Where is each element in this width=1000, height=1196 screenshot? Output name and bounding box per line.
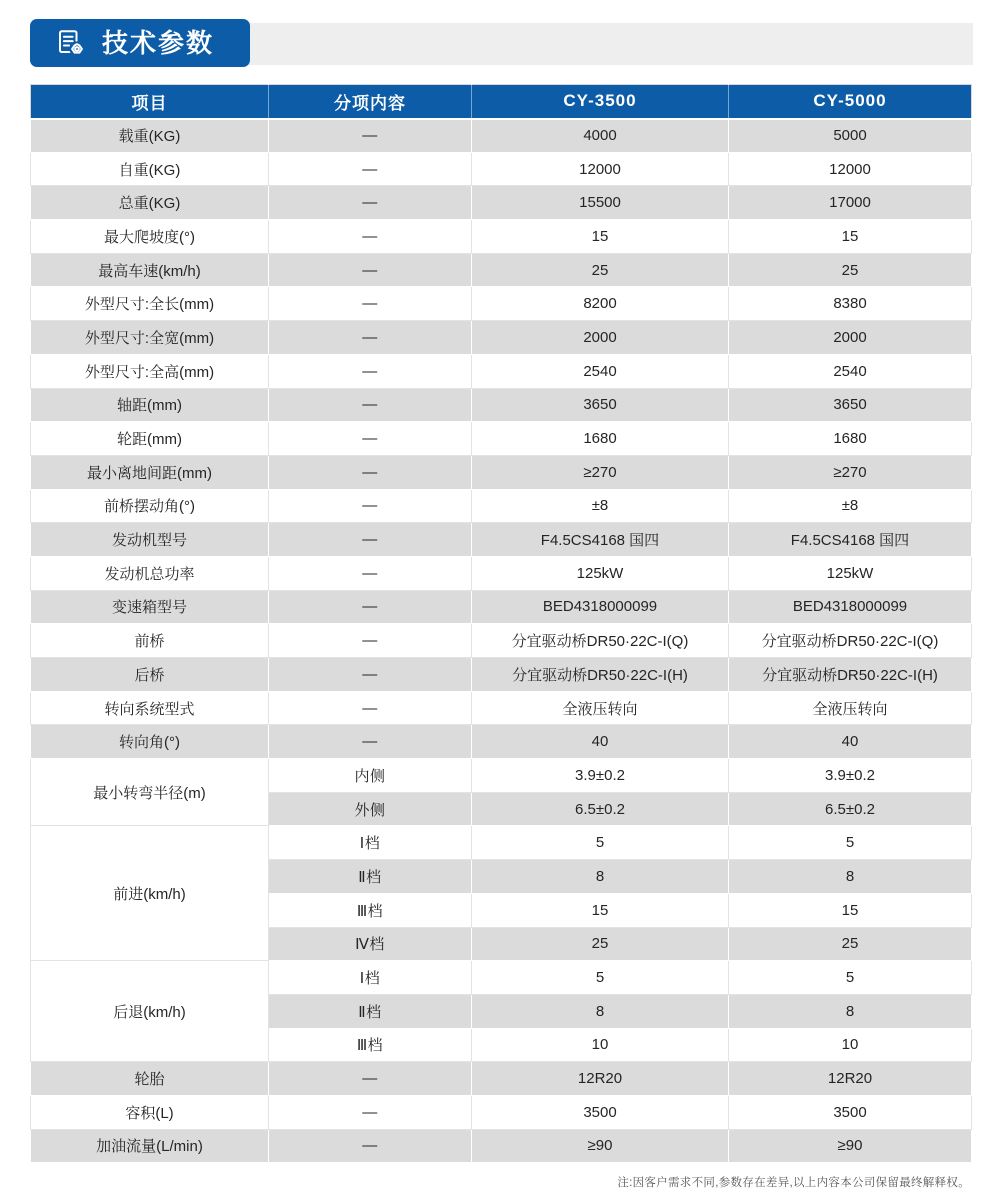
- cy5000-value-cell: 40: [729, 725, 972, 759]
- sub-item-cell: —: [269, 253, 472, 287]
- cy5000-value-cell: 5: [729, 826, 972, 860]
- cy3500-value-cell: 1680: [472, 422, 729, 456]
- table-row: [31, 961, 972, 995]
- sub-item-cell: Ⅲ档: [269, 893, 472, 927]
- param-name-cell: 最小离地间距(mm): [31, 455, 269, 489]
- sub-item-cell: —: [269, 725, 472, 759]
- cy3500-value-cell: 8: [472, 860, 729, 894]
- cy5000-value-cell: 15: [729, 220, 972, 254]
- cy3500-value-cell: 2000: [472, 321, 729, 355]
- table-row: [31, 455, 972, 489]
- sub-item-cell: 内侧: [269, 759, 472, 793]
- table-row: [31, 556, 972, 590]
- param-name-cell: 最小转弯半径(m): [31, 759, 269, 826]
- sub-item-cell: —: [269, 422, 472, 456]
- disclaimer-note: 注:因客户需求不同,参数存在差异,以上内容本公司保留最终解释权。: [617, 1177, 970, 1189]
- sub-item-cell: —: [269, 658, 472, 692]
- sub-item-cell: Ⅰ档: [269, 826, 472, 860]
- cy5000-value-cell: F4.5CS4168 国四: [729, 523, 972, 557]
- header-row: [31, 85, 972, 119]
- cy5000-value-cell: 3.9±0.2: [729, 759, 972, 793]
- cy5000-value-cell: 25: [729, 253, 972, 287]
- table-row: [31, 590, 972, 624]
- param-name-cell: 自重(KG): [31, 152, 269, 186]
- cy3500-value-cell: 4000: [472, 119, 729, 153]
- param-name-cell: 加油流量(L/min): [31, 1129, 269, 1163]
- cy5000-value-cell: ±8: [729, 489, 972, 523]
- column-header-item: 项目: [31, 85, 269, 119]
- param-name-cell: 变速箱型号: [31, 590, 269, 624]
- cy3500-value-cell: ≥90: [472, 1129, 729, 1163]
- cy3500-value-cell: 15500: [472, 186, 729, 220]
- sub-item-cell: —: [269, 489, 472, 523]
- cy3500-value-cell: 40: [472, 725, 729, 759]
- cy5000-value-cell: 12000: [729, 152, 972, 186]
- spec-table: [30, 84, 972, 1163]
- section-title-banner: [30, 19, 250, 67]
- sub-item-cell: —: [269, 220, 472, 254]
- cy5000-value-cell: 5: [729, 961, 972, 995]
- table-row: [31, 422, 972, 456]
- param-name-cell: 发动机总功率: [31, 556, 269, 590]
- cy5000-value-cell: 2000: [729, 321, 972, 355]
- param-name-cell: 后桥: [31, 658, 269, 692]
- sub-item-cell: Ⅳ档: [269, 927, 472, 961]
- sub-item-cell: —: [269, 186, 472, 220]
- param-name-cell: 轮距(mm): [31, 422, 269, 456]
- cy5000-value-cell: 8: [729, 860, 972, 894]
- cy3500-value-cell: 12R20: [472, 1062, 729, 1096]
- table-row: [31, 658, 972, 692]
- sub-item-cell: —: [269, 354, 472, 388]
- cy3500-value-cell: 6.5±0.2: [472, 792, 729, 826]
- table-row: [31, 1129, 972, 1163]
- param-name-cell: 后退(km/h): [31, 961, 269, 1062]
- column-header-cy3500: CY-3500: [472, 85, 729, 119]
- param-name-cell: 转向角(°): [31, 725, 269, 759]
- sub-item-cell: —: [269, 455, 472, 489]
- page-title: 技术参数: [102, 28, 215, 58]
- sub-item-cell: —: [269, 1129, 472, 1163]
- cy5000-value-cell: 2540: [729, 354, 972, 388]
- table-row: [31, 523, 972, 557]
- cy5000-value-cell: 3650: [729, 388, 972, 422]
- cy5000-value-cell: 8: [729, 994, 972, 1028]
- param-name-cell: 外型尺寸:全宽(mm): [31, 321, 269, 355]
- sub-item-cell: —: [269, 590, 472, 624]
- cy5000-value-cell: 15: [729, 893, 972, 927]
- cy5000-value-cell: 5000: [729, 119, 972, 153]
- table-row: [31, 152, 972, 186]
- cy5000-value-cell: 10: [729, 1028, 972, 1062]
- table-row: [31, 388, 972, 422]
- sub-item-cell: —: [269, 287, 472, 321]
- cy5000-value-cell: 6.5±0.2: [729, 792, 972, 826]
- sub-item-cell: —: [269, 321, 472, 355]
- cy3500-value-cell: 3650: [472, 388, 729, 422]
- cy5000-value-cell: 3500: [729, 1095, 972, 1129]
- column-header-sub: 分项内容: [269, 85, 472, 119]
- sub-item-cell: Ⅱ档: [269, 860, 472, 894]
- cy5000-value-cell: 25: [729, 927, 972, 961]
- param-name-cell: 容积(L): [31, 1095, 269, 1129]
- sub-item-cell: —: [269, 152, 472, 186]
- table-row: [31, 354, 972, 388]
- cy3500-value-cell: 3.9±0.2: [472, 759, 729, 793]
- cy3500-value-cell: 8: [472, 994, 729, 1028]
- sub-item-cell: —: [269, 691, 472, 725]
- cy5000-value-cell: 分宜驱动桥DR50·22C-I(H): [729, 658, 972, 692]
- cy3500-value-cell: 15: [472, 220, 729, 254]
- cy5000-value-cell: 8380: [729, 287, 972, 321]
- table-row: [31, 253, 972, 287]
- param-name-cell: 外型尺寸:全长(mm): [31, 287, 269, 321]
- param-name-cell: 轴距(mm): [31, 388, 269, 422]
- spec-table-container: [30, 84, 971, 1163]
- param-name-cell: 最高车速(km/h): [31, 253, 269, 287]
- table-row: [31, 287, 972, 321]
- cy3500-value-cell: 25: [472, 253, 729, 287]
- sub-item-cell: Ⅱ档: [269, 994, 472, 1028]
- table-row: [31, 489, 972, 523]
- sub-item-cell: —: [269, 1062, 472, 1096]
- param-name-cell: 前进(km/h): [31, 826, 269, 961]
- cy3500-value-cell: 全液压转向: [472, 691, 729, 725]
- cy5000-value-cell: 125kW: [729, 556, 972, 590]
- column-header-cy5000: CY-5000: [729, 85, 972, 119]
- sub-item-cell: Ⅰ档: [269, 961, 472, 995]
- param-name-cell: 外型尺寸:全高(mm): [31, 354, 269, 388]
- cy5000-value-cell: 1680: [729, 422, 972, 456]
- param-name-cell: 总重(KG): [31, 186, 269, 220]
- spec-table-body: [31, 119, 972, 1163]
- cy3500-value-cell: F4.5CS4168 国四: [472, 523, 729, 557]
- param-name-cell: 轮胎: [31, 1062, 269, 1096]
- sub-item-cell: 外侧: [269, 792, 472, 826]
- sub-item-cell: —: [269, 556, 472, 590]
- cy3500-value-cell: 分宜驱动桥DR50·22C-I(H): [472, 658, 729, 692]
- spec-sheet-gear-icon: [56, 28, 86, 58]
- param-name-cell: 最大爬坡度(°): [31, 220, 269, 254]
- table-row: [31, 725, 972, 759]
- table-row: [31, 186, 972, 220]
- sub-item-cell: —: [269, 523, 472, 557]
- cy3500-value-cell: ±8: [472, 489, 729, 523]
- cy3500-value-cell: 分宜驱动桥DR50·22C-I(Q): [472, 624, 729, 658]
- cy3500-value-cell: 10: [472, 1028, 729, 1062]
- table-row: [31, 220, 972, 254]
- table-row: [31, 119, 972, 153]
- table-row: [31, 321, 972, 355]
- cy3500-value-cell: 5: [472, 826, 729, 860]
- cy3500-value-cell: 3500: [472, 1095, 729, 1129]
- cy5000-value-cell: 12R20: [729, 1062, 972, 1096]
- cy3500-value-cell: 2540: [472, 354, 729, 388]
- table-row: [31, 691, 972, 725]
- table-row: [31, 1062, 972, 1096]
- cy3500-value-cell: 5: [472, 961, 729, 995]
- cy5000-value-cell: 17000: [729, 186, 972, 220]
- cy5000-value-cell: ≥270: [729, 455, 972, 489]
- sub-item-cell: —: [269, 388, 472, 422]
- param-name-cell: 前桥摆动角(°): [31, 489, 269, 523]
- table-row: [31, 759, 972, 793]
- cy3500-value-cell: 15: [472, 893, 729, 927]
- param-name-cell: 发动机型号: [31, 523, 269, 557]
- cy5000-value-cell: 分宜驱动桥DR50·22C-I(Q): [729, 624, 972, 658]
- cy3500-value-cell: 25: [472, 927, 729, 961]
- table-row: [31, 624, 972, 658]
- cy5000-value-cell: BED4318000099: [729, 590, 972, 624]
- cy3500-value-cell: 8200: [472, 287, 729, 321]
- sub-item-cell: —: [269, 624, 472, 658]
- cy3500-value-cell: ≥270: [472, 455, 729, 489]
- spec-table-header: [31, 85, 972, 119]
- sub-item-cell: —: [269, 119, 472, 153]
- sub-item-cell: —: [269, 1095, 472, 1129]
- cy3500-value-cell: 12000: [472, 152, 729, 186]
- param-name-cell: 载重(KG): [31, 119, 269, 153]
- table-row: [31, 826, 972, 860]
- cy5000-value-cell: ≥90: [729, 1129, 972, 1163]
- param-name-cell: 前桥: [31, 624, 269, 658]
- param-name-cell: 转向系统型式: [31, 691, 269, 725]
- sub-item-cell: Ⅲ档: [269, 1028, 472, 1062]
- table-row: [31, 1095, 972, 1129]
- cy5000-value-cell: 全液压转向: [729, 691, 972, 725]
- cy3500-value-cell: BED4318000099: [472, 590, 729, 624]
- cy3500-value-cell: 125kW: [472, 556, 729, 590]
